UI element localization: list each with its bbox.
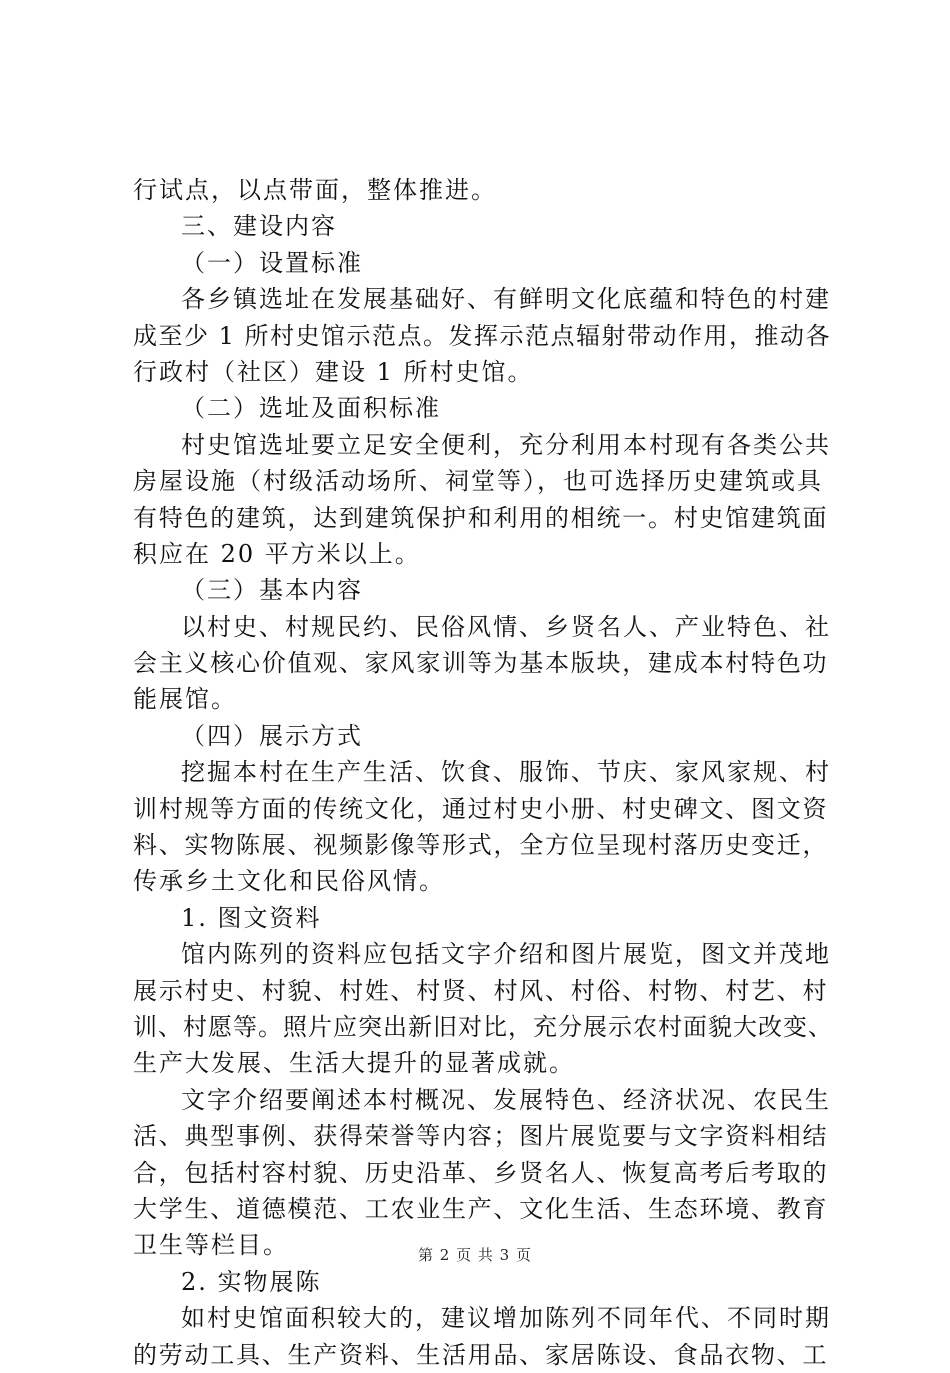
text-line: 行试点，以点带面，整体推进。 xyxy=(133,176,497,204)
text-line: 料、实物陈展、视频影像等形式，全方位呈现村落历史变迁， xyxy=(133,831,829,860)
text-line: 传承乡土文化和民俗风情。 xyxy=(133,867,445,896)
text-line: 以村史、村规民约、民俗风情、乡贤名人、产业特色、社 xyxy=(181,612,831,641)
text-line: 生产大发展、生活大提升的显著成就。 xyxy=(133,1049,575,1078)
text-line: 1. 图文资料 xyxy=(181,903,322,932)
text-line: 训、村愿等。照片应突出新旧对比，充分展示农村面貌大改变、 xyxy=(133,1012,833,1041)
text-line: 积应在 20 平方米以上。 xyxy=(133,539,421,568)
text-line: 如村史馆面积较大的，建议增加陈列不同年代、不同时期 xyxy=(181,1304,831,1333)
text-line: 村史馆选址要立足安全便利，充分利用本村现有各类公共 xyxy=(181,430,831,459)
text-line: （三）基本内容 xyxy=(181,576,363,605)
text-line: 能展馆。 xyxy=(133,685,237,714)
text-line: （一）设置标准 xyxy=(181,248,363,277)
text-line: 馆内陈列的资料应包括文字介绍和图片展览，图文并茂地 xyxy=(181,940,831,969)
text-line: 成至少 1 所村史馆示范点。发挥示范点辐射带动作用，推动各 xyxy=(133,321,832,350)
text-line: 房屋设施（村级活动场所、祠堂等），也可选择历史建筑或具 xyxy=(133,467,823,496)
text-line: 会主义核心价值观、家风家训等为基本版块，建成本村特色功 xyxy=(133,649,829,678)
text-line: 的劳动工具、生产资料、生活用品、家居陈设、食品衣物、工 xyxy=(133,1340,829,1369)
text-line: 挖掘本村在生产生活、饮食、服饰、节庆、家风家规、村 xyxy=(181,758,831,787)
text-line: 三、建设内容 xyxy=(181,212,337,241)
document-body xyxy=(133,172,833,1373)
text-line: （二）选址及面积标准 xyxy=(181,394,441,423)
text-line: 卫生等栏目。 xyxy=(133,1231,289,1260)
text-line: 文字介绍要阐述本村概况、发展特色、经济状况、农民生 xyxy=(181,1085,831,1114)
text-line: 大学生、道德模范、工农业生产、文化生活、生态环境、教育 xyxy=(133,1194,829,1223)
page-footer: 第 2 页 共 3 页 xyxy=(418,1246,532,1264)
text-line: 各乡镇选址在发展基础好、有鲜明文化底蕴和特色的村建 xyxy=(181,285,831,314)
text-line: 活、典型事例、获得荣誉等内容；图片展览要与文字资料相结 xyxy=(133,1122,829,1151)
text-line: 训村规等方面的传统文化，通过村史小册、村史碑文、图文资 xyxy=(133,794,829,823)
text-line: 2. 实物展陈 xyxy=(181,1267,322,1296)
text-line: 合，包括村容村貌、历史沿革、乡贤名人、恢复高考后考取的 xyxy=(133,1158,829,1187)
text-line: 有特色的建筑，达到建筑保护和利用的相统一。村史馆建筑面 xyxy=(133,503,829,532)
text-line: 行政村（社区）建设 1 所村史馆。 xyxy=(133,357,534,386)
text-line: 展示村史、村貌、村姓、村贤、村风、村俗、村物、村艺、村 xyxy=(133,976,829,1005)
text-line: （四）展示方式 xyxy=(181,721,363,750)
